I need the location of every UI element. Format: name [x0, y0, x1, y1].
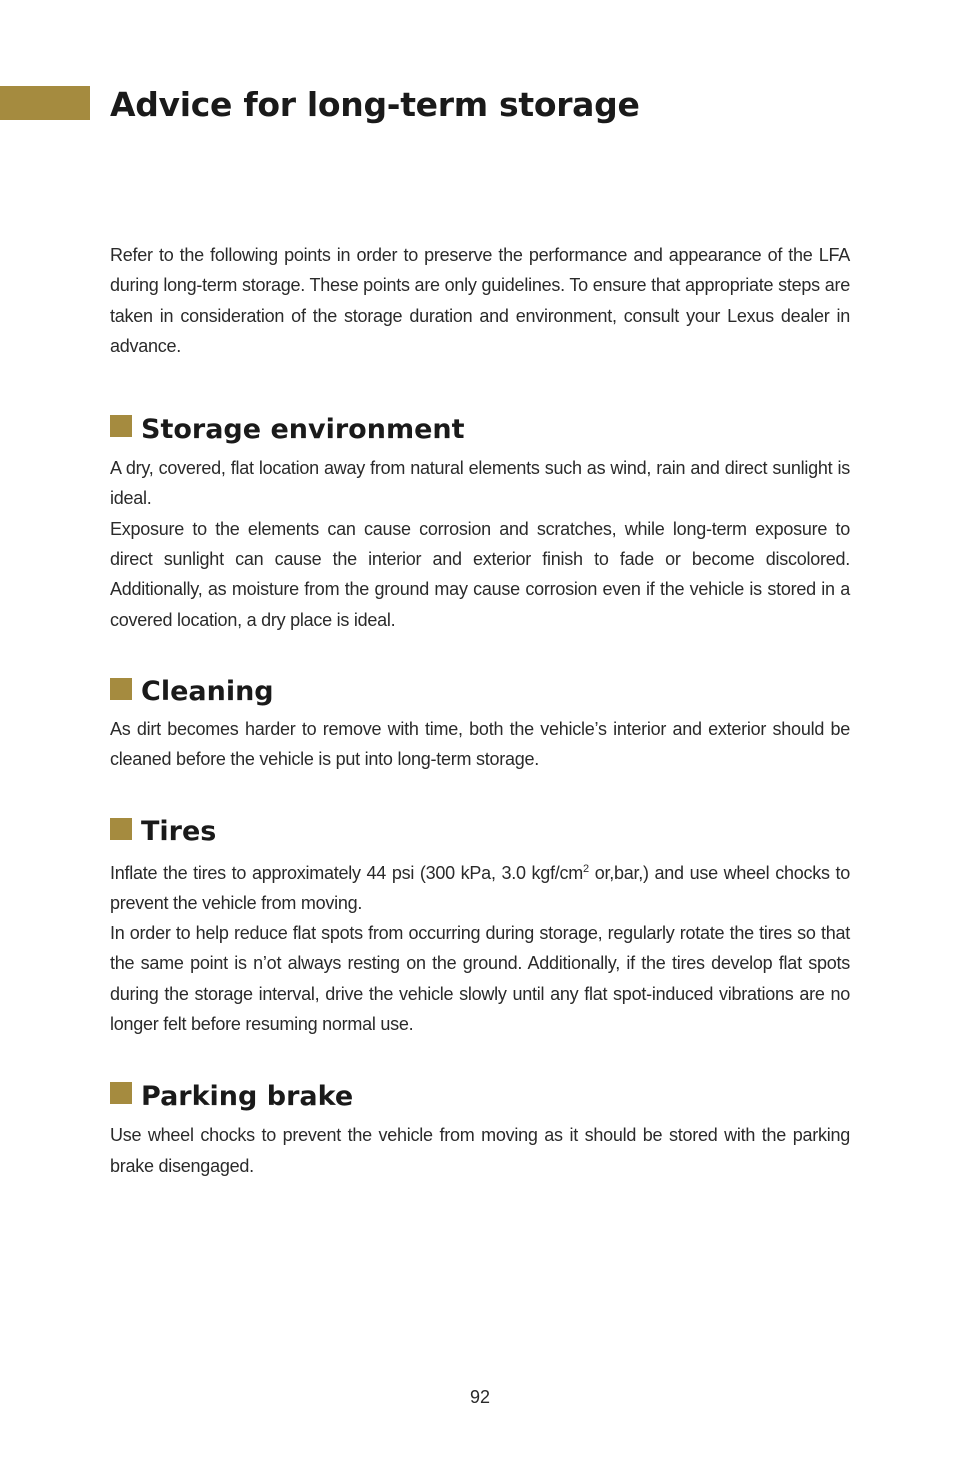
square-bullet-icon — [110, 818, 132, 840]
section-heading-text: Tires — [141, 816, 217, 848]
section-storage-environment — [110, 409, 850, 635]
section-heading — [110, 1076, 850, 1116]
intro-paragraph: Refer to the following points in order to preserve the performance and appearance of the LFA during long-term storage. These points are only guidelines. To ensure that appropriate steps are taken in consideration of the storage duration and environment, consult your Lexus dealer in advance. — [110, 245, 850, 356]
section-heading — [110, 409, 850, 449]
section-parking-brake — [110, 1076, 850, 1181]
page-content — [110, 240, 850, 1181]
section-paragraph: A dry, covered, flat location away from natural elements such as wind, rain and direct sunlight is ideal. — [110, 458, 850, 509]
square-bullet-icon — [110, 678, 132, 700]
page-title: Advice for long-term storage — [110, 85, 640, 124]
section-heading — [110, 812, 850, 852]
section-paragraph: As dirt becomes harder to remove with time, both the vehicle’s interior and exterior should be cleaned before the vehicle is put into long-term storage. — [110, 718, 850, 770]
section-paragraph: Exposure to the elements can cause corrosion and scratches, while long-term exposure to direct sunlight can cause the interior and exterior finish to fade or become discolored. Additionally, as moisture from the ground may cause corrosion even if the vehicle is stored in a covered location, a dry place is ideal. — [110, 518, 850, 630]
section-cleaning — [110, 672, 850, 775]
section-heading-text: Storage environment — [141, 413, 465, 445]
page-number: 92 — [469, 1387, 491, 1407]
section-heading-text: Cleaning — [141, 676, 274, 708]
section-heading-text: Parking brake — [141, 1080, 354, 1112]
unit-superscript: 2 — [583, 862, 589, 875]
section-paragraph: Use wheel chocks to prevent the vehicle from moving as it should be stored with the parking brake disengaged. — [110, 1125, 850, 1176]
section-tires — [110, 812, 850, 1040]
title-accent-bar — [0, 86, 90, 120]
square-bullet-icon — [110, 415, 132, 437]
tire-pressure-text: Inflate the tires to approximately 44 psi (300 kPa, 3.0 kgf/cm — [110, 862, 584, 883]
section-paragraph: In order to help reduce flat spots from occurring during storage, regularly rotate the tires so that the same point is n’ot always resting on the ground. Additionally, if the tires develop flat spots during the storage interval, drive the vehicle slowly until any flat spot-induced vibrations are no longer felt before resuming normal use. — [110, 923, 850, 1035]
square-bullet-icon — [110, 1082, 132, 1104]
tire-pressure-paragraph — [110, 858, 850, 919]
section-heading — [110, 672, 850, 712]
tire-pressure-text-cont: or,bar,) and use wheel chocks to prevent the vehicle from moving. — [110, 862, 851, 913]
